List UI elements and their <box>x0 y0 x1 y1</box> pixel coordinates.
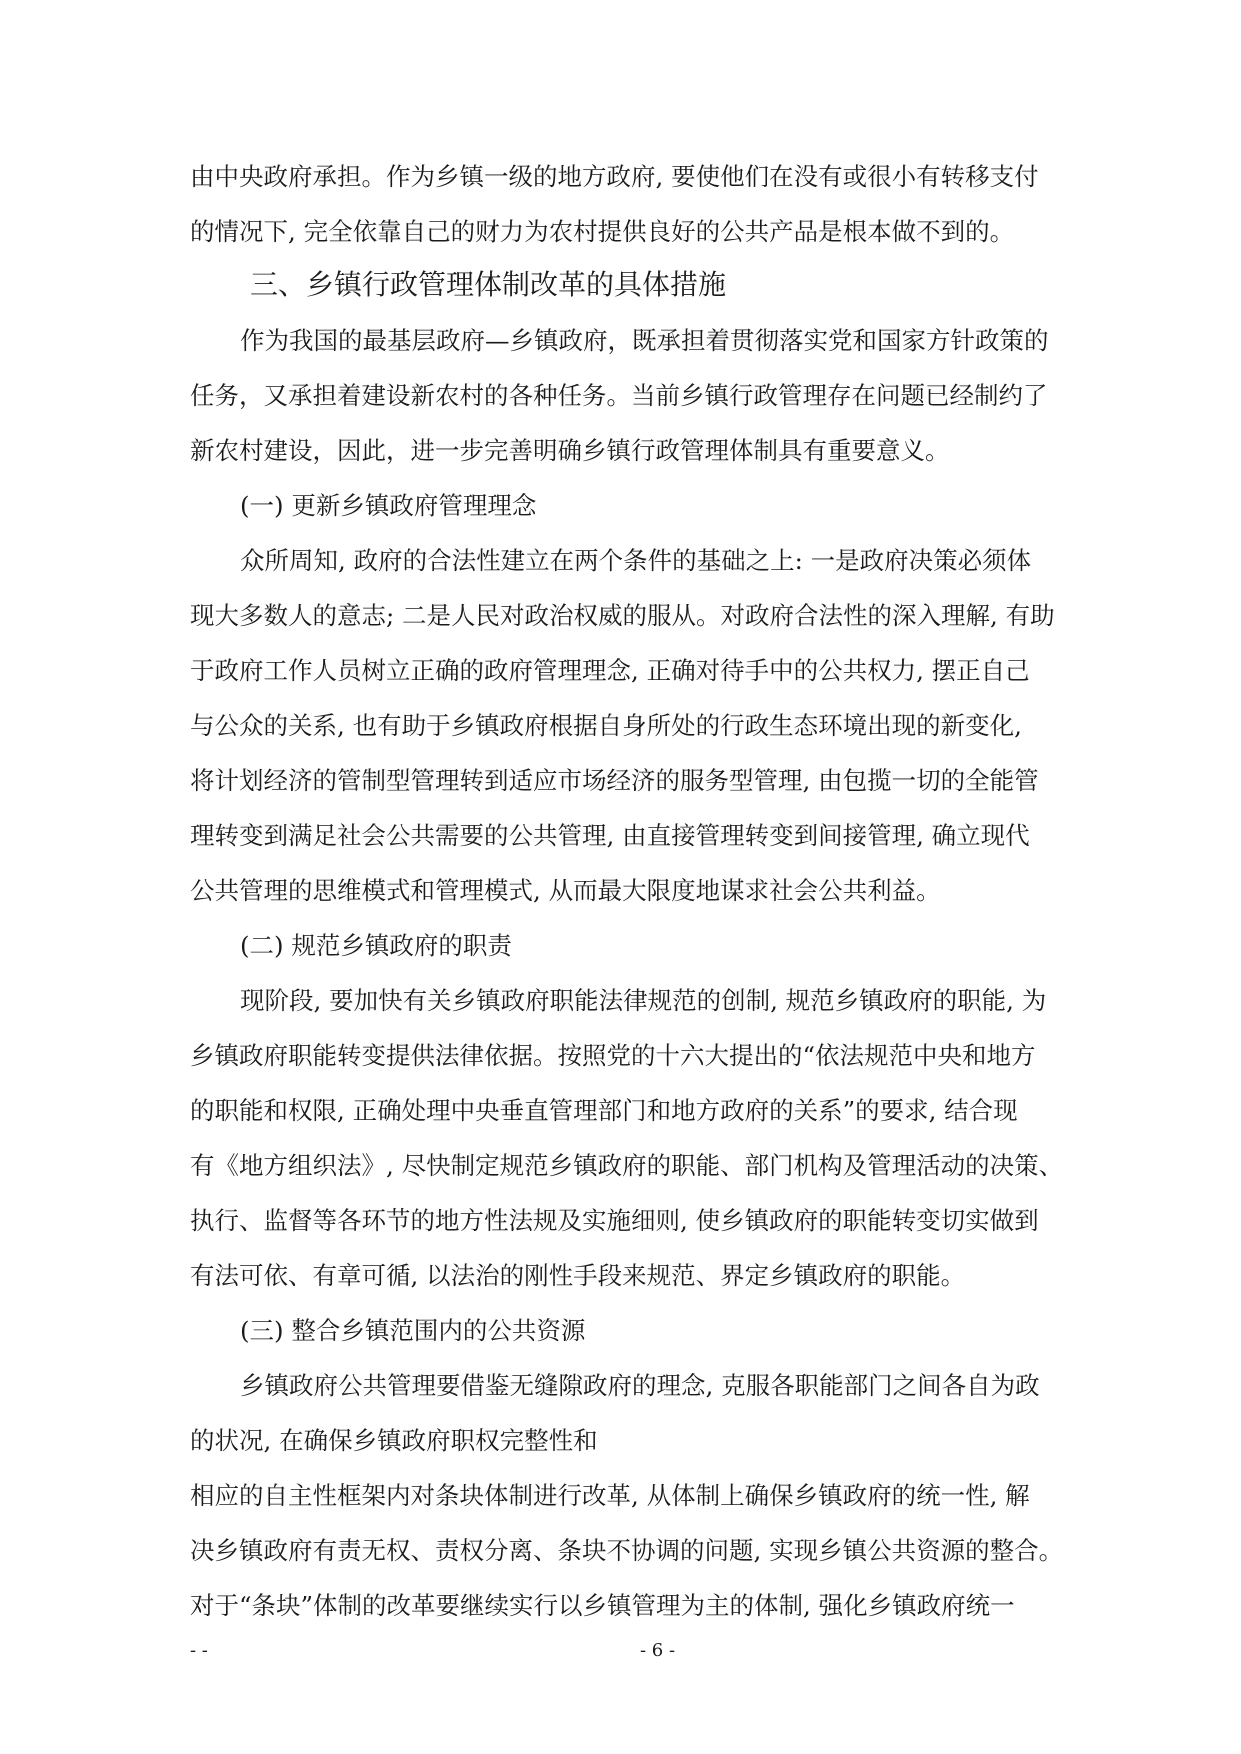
text-line: 的职能和权限, 正确处理中央垂直管理部门和地方政府的关系”的要求, 结合现 <box>190 1096 1018 1125</box>
subheading-1: (一) 更新乡镇政府管理理念 <box>240 491 537 520</box>
text-line: 与公众的关系, 也有助于乡镇政府根据自身所处的行政生态环境出现的新变化, <box>190 711 1022 740</box>
text-line: 乡镇政府职能转变提供法律依据。按照党的十六大提出的“依法规范中央和地方 <box>190 1041 1036 1070</box>
subheading-2: (二) 规范乡镇政府的职责 <box>240 931 512 960</box>
text-line: 的状况, 在确保乡镇政府职权完整性和 <box>190 1426 598 1455</box>
footer-marks: - - <box>190 1640 208 1661</box>
paragraph-first-line: 乡镇政府公共管理要借鉴无缝隙政府的理念, 克服各职能部门之间各自为政 <box>240 1371 1040 1400</box>
text-line: 任务，又承担着建设新农村的各种任务。当前乡镇行政管理存在问题已经制约了 <box>190 381 1048 410</box>
text-line: 有法可依、有章可循, 以法治的刚性手段来规范、界定乡镇政府的职能。 <box>190 1261 966 1290</box>
text-line: 相应的自主性框架内对条块体制进行改革, 从体制上确保乡镇政府的统一性, 解 <box>190 1481 1030 1510</box>
paragraph-first-line: 众所周知, 政府的合法性建立在两个条件的基础之上: 一是政府决策必须体 <box>240 546 1032 575</box>
text-line: 对于“条块”体制的改革要继续实行以乡镇管理为主的体制, 强化乡镇政府统一 <box>190 1591 1015 1620</box>
text-line: 理转变到满足社会公共需要的公共管理, 由直接管理转变到间接管理, 确立现代 <box>190 821 1030 850</box>
text-line: 决乡镇政府有责无权、责权分离、条块不协调的问题, 实现乡镇公共资源的整合。 <box>190 1536 1064 1565</box>
text-line: 现大多数人的意志; 二是人民对政治权威的服从。对政府合法性的深入理解, 有助 <box>190 601 1055 630</box>
paragraph-first-line: 现阶段, 要加快有关乡镇政府职能法律规范的创制, 规范乡镇政府的职能, 为 <box>240 986 1047 1015</box>
paragraph-first-line: 作为我国的最基层政府—乡镇政府，既承担着贯彻落实党和国家方针政策的 <box>240 326 1049 355</box>
text-line: 将计划经济的管制型管理转到适应市场经济的服务型管理, 由包揽一切的全能管 <box>190 766 1039 795</box>
text-line: 新农村建设，因此，进一步完善明确乡镇行政管理体制具有重要意义。 <box>190 436 950 465</box>
text-line: 于政府工作人员树立正确的政府管理理念, 正确对待手中的公共权力, 摆正自己 <box>190 656 1030 685</box>
subheading-3: (三) 整合乡镇范围内的公共资源 <box>240 1316 586 1345</box>
text-line: 的情况下, 完全依靠自己的财力为农村提供良好的公共产品是根本做不到的。 <box>190 217 1015 246</box>
section-heading: 三、乡镇行政管理体制改革的具体措施 <box>250 268 727 301</box>
page-number: - 6 - <box>640 1640 676 1661</box>
text-line: 公共管理的思维模式和管理模式, 从而最大限度地谋求社会公共利益。 <box>190 876 941 905</box>
text-line: 执行、监督等各环节的地方性法规及实施细则, 使乡镇政府的职能转变切实做到 <box>190 1206 1039 1235</box>
text-line: 有《地方组织法》, 尽快制定规范乡镇政府的职能、部门机构及管理活动的决策、 <box>190 1151 1064 1180</box>
text-line: 由中央政府承担。作为乡镇一级的地方政府, 要使他们在没有或很小有转移支付 <box>190 162 1039 191</box>
